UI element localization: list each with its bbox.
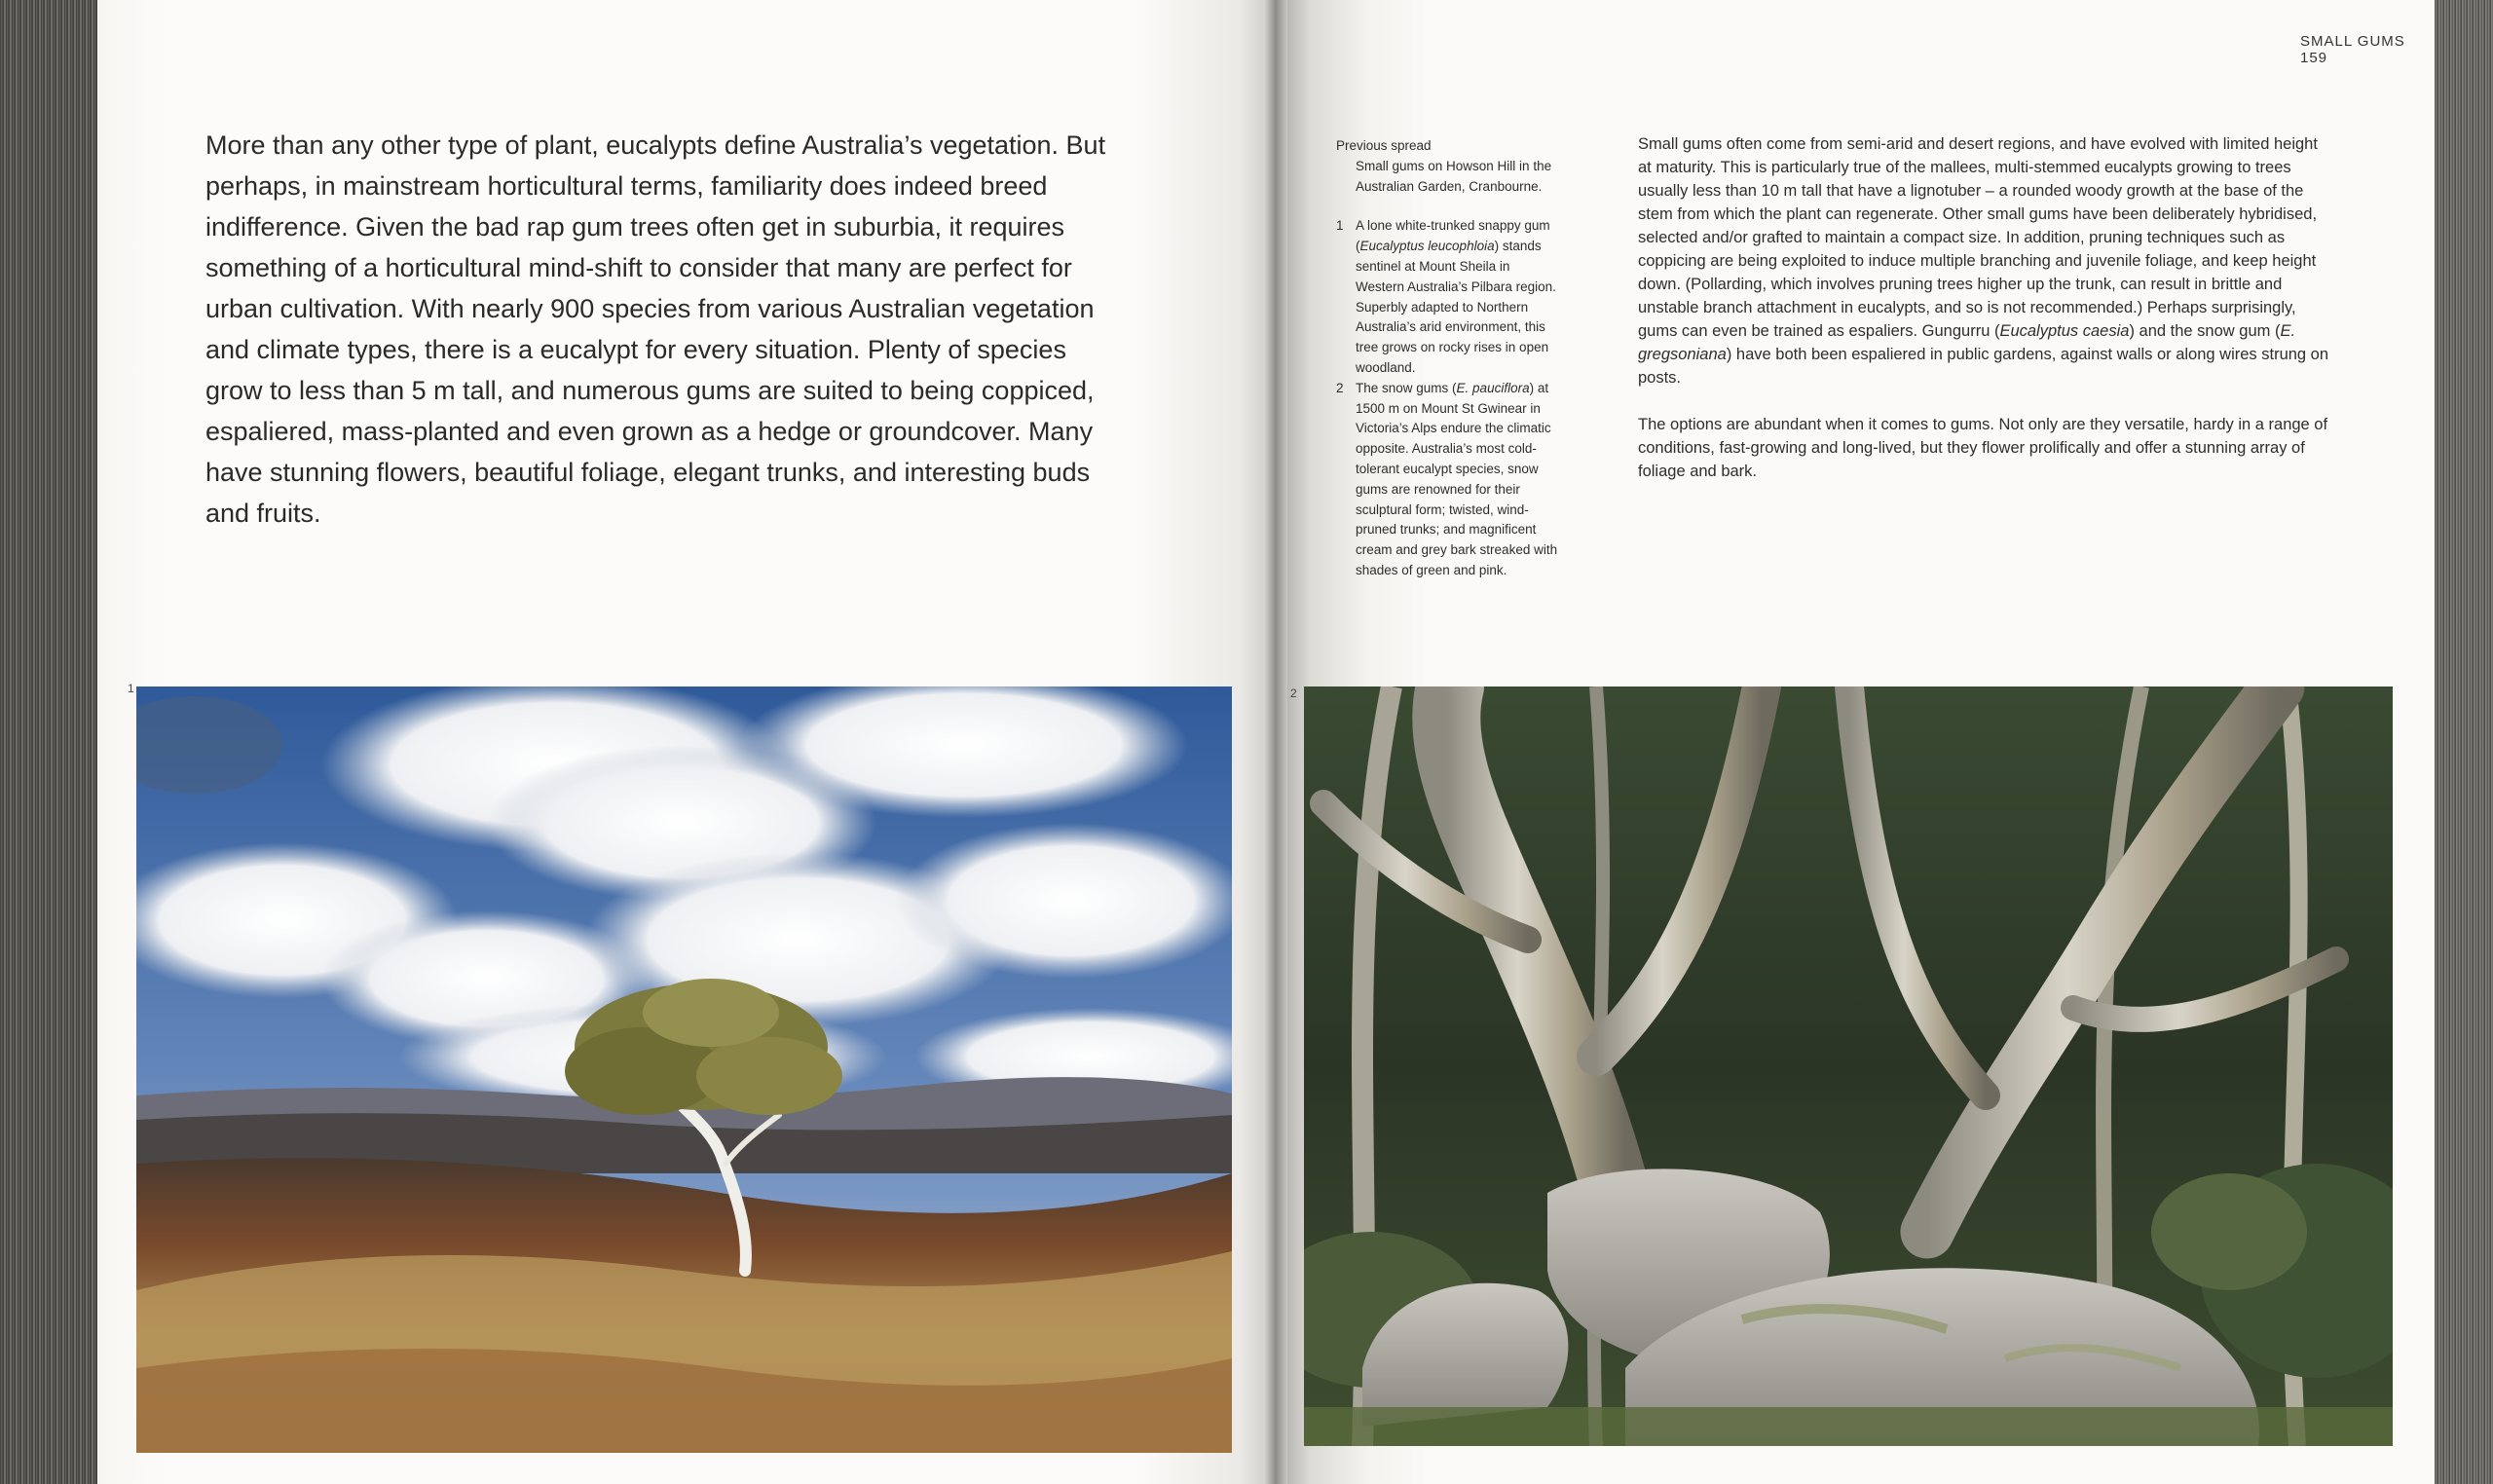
figure-number-2: 2 — [1290, 686, 1297, 700]
photo-snappy-gum-image — [136, 686, 1232, 1453]
caption-text — [1356, 216, 1560, 378]
photo-snow-gums — [1304, 686, 2393, 1446]
caption-species-name: Eucalyptus leucophloia — [1359, 239, 1495, 254]
body-text-part: Small gums often come from semi-arid and desert regions, and have evolved with limited height at maturity. This is particularly true of the mallees, multi-stemmed eucalypts growing to trees usually less than 10 m tall that have a lignotuber – a rounded woody growth at the base of the stem from which the plant can regenerate. Other small gums have been deliberately hybridised, selected and/or grafted to maintain a compact size. In addition, pruning techniques such as coppicing are being exploited to induce multiple branching and juvenile foliage, and keep height down. (Pollarding, which involves pruning trees higher up the trunk, can result in brittle and unstable branch attachment in eucalypts, and so is not recommended.) Perhaps surprisingly, gums can even be trained as espaliers. Gungurru ( — [1638, 135, 2318, 340]
book-gutter — [1264, 0, 1287, 1484]
body-paragraph-2: The options are abundant when it comes to gums. Not only are they versatile, hardy in a range of conditions, fast-growing and long-lived, but they flower prolifically and offer a stunning array of foliage and bark. — [1638, 416, 2328, 480]
caption-text-part: The snow gums ( — [1356, 380, 1457, 395]
caption-text-part: ) stands sentinel at Mount Sheila in Western Australia’s Pilbara region. Superbly adapted to Northern Australia’s arid environment, this tree grows on rocky rises in open woodland. — [1356, 239, 1556, 375]
captions-column — [1336, 136, 1560, 581]
photo-snow-gums-image — [1304, 686, 2393, 1446]
body-species-name: E. gregsoniana — [1638, 322, 2296, 363]
body-text — [1638, 132, 2331, 506]
body-text-part: ) and the snow gum ( — [2129, 322, 2281, 340]
book-page-edges-left — [0, 0, 97, 1484]
caption-item-1 — [1336, 216, 1560, 378]
caption-item-2 — [1336, 379, 1560, 581]
photo-snappy-gum-landscape — [136, 686, 1232, 1453]
caption-text — [1356, 379, 1560, 581]
body-paragraph-1 — [1638, 132, 2331, 390]
caption-number: 2 — [1336, 380, 1344, 395]
caption-previous-title: Previous spread — [1336, 138, 1432, 153]
intro-paragraph: More than any other type of plant, eucalypts define Australia’s vegetation. But perhaps, in mainstream horticultural terms, familiarity does indeed breed indifference. Given the bad rap gum trees often get in suburbia, it requires something of a horticultural mind-shift to consider that many are perfect for urban cultivation. With nearly 900 species from various Australian vegetation and climate types, there is a eucalypt for every situation. Plenty of species grow to less than 5 m tall, and numerous gums are suited to being coppiced, espaliered, mass-planted and even grown as a hedge or groundcover. Many have stunning flowers, beautiful foliage, elegant trunks, and interesting buds and fruits. — [205, 130, 1106, 528]
caption-text-part: A lone white-trunked snappy gum ( — [1356, 218, 1550, 254]
caption-text-part: ) at 1500 m on Mount St Gwinear in Victoria’s Alps endure the climatic opposite. Australia’s most cold-tolerant eucalypt species, snow gums are renowned for their sculptural form; twisted, wind-pruned trunks; and magnificent cream and grey bark streaked with shades of green and pink. — [1356, 380, 1558, 577]
caption-species-name: E. pauciflora — [1456, 380, 1530, 395]
caption-number: 1 — [1336, 218, 1344, 234]
running-head: SMALL GUMS 159 — [2300, 33, 2405, 66]
caption-previous-text: Small gums on Howson Hill in the Australian Garden, Cranbourne. — [1356, 158, 1552, 194]
book-page-edges-right — [2435, 0, 2493, 1484]
body-species-name: Eucalyptus caesia — [1999, 322, 2130, 340]
figure-number-1: 1 — [128, 682, 134, 695]
body-text-part: ) have both been espaliered in public gardens, against walls or along wires strung on posts. — [1638, 346, 2329, 387]
